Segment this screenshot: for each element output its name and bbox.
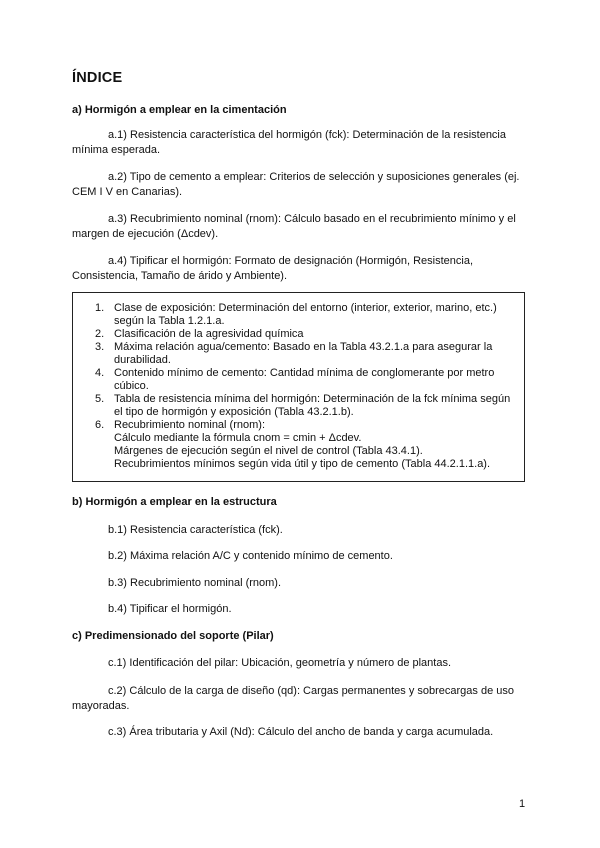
list-number: 6.	[95, 419, 105, 431]
item-c1: c.1) Identificación del pilar: Ubicación, geometría y número de plantas.	[108, 657, 452, 669]
list-item	[73, 302, 524, 328]
list-subline: Márgenes de ejecución según el nivel de control (Tabla 43.4.1).	[114, 445, 423, 457]
list-subline: Recubrimientos mínimos según vida útil y tipo de cemento (Tabla 44.2.1.1.a).	[114, 458, 491, 470]
list-item-text: Clase de exposición: Determinación del entorno (interior, exterior, marino, etc.) según la Tabla 1.2.1.a.	[114, 302, 497, 327]
list-number: 3.	[95, 341, 105, 353]
item-b4: b.4) Tipificar el hormigón.	[108, 603, 232, 615]
page-title: ÍNDICE	[72, 70, 123, 86]
item-c3: c.3) Área tributaria y Axil (Nd): Cálculo del ancho de banda y carga acumulada.	[108, 726, 494, 738]
list-item	[73, 419, 524, 471]
list-item-text: Clasificación de la agresividad química	[114, 328, 304, 340]
section-a-heading: a) Hormigón a emplear en la cimentación	[72, 104, 287, 116]
page-number: 1	[519, 798, 526, 810]
section-c-heading: c) Predimensionado del soporte (Pilar)	[72, 630, 274, 642]
item-a2: a.2) Tipo de cemento a emplear: Criterios de selección y suposiciones generales (ej. CEM I V en Canarias).	[72, 171, 520, 198]
list-item-text: Contenido mínimo de cemento: Cantidad mínima de conglomerante por metro cúbico.	[114, 367, 495, 392]
list-item	[73, 393, 524, 419]
section-b-heading: b) Hormigón a emplear en la estructura	[72, 496, 277, 508]
list-item-text: Recubrimiento nominal (rnom):	[114, 419, 265, 431]
item-a1: a.1) Resistencia característica del hormigón (fck): Determinación de la resistencia mínima esperada.	[72, 129, 506, 156]
list-item-text: Máxima relación agua/cemento: Basado en la Tabla 43.2.1.a para asegurar la durabilidad.	[114, 341, 493, 366]
item-b1: b.1) Resistencia característica (fck).	[108, 524, 283, 536]
exposure-criteria-box	[72, 292, 525, 482]
item-b2: b.2) Máxima relación A/C y contenido mínimo de cemento.	[108, 550, 393, 562]
list-subline: Cálculo mediante la fórmula cnom = cmin + Δcdev.	[114, 432, 362, 444]
list-number: 5.	[95, 393, 105, 405]
list-item	[73, 367, 524, 393]
item-a3: a.3) Recubrimiento nominal (rnom): Cálculo basado en el recubrimiento mínimo y el margen de ejecución (Δcdev).	[72, 213, 516, 240]
item-b3: b.3) Recubrimiento nominal (rnom).	[108, 577, 282, 589]
list-number: 4.	[95, 367, 105, 379]
list-item	[73, 341, 524, 367]
item-c2: c.2) Cálculo de la carga de diseño (qd): Cargas permanentes y sobrecargas de uso mayoradas.	[72, 685, 515, 712]
item-a4: a.4) Tipificar el hormigón: Formato de designación (Hormigón, Resistencia, Consistencia, Tamaño de árido y Ambiente).	[72, 255, 473, 282]
list-number: 1.	[95, 302, 105, 314]
criteria-list	[73, 302, 524, 471]
list-number: 2.	[95, 328, 105, 340]
list-item-text: Tabla de resistencia mínima del hormigón: Determinación de la fck mínima según el tipo de hormigón y exposición (Tabla 43.2.1.b).	[114, 393, 511, 418]
list-item	[73, 328, 524, 341]
